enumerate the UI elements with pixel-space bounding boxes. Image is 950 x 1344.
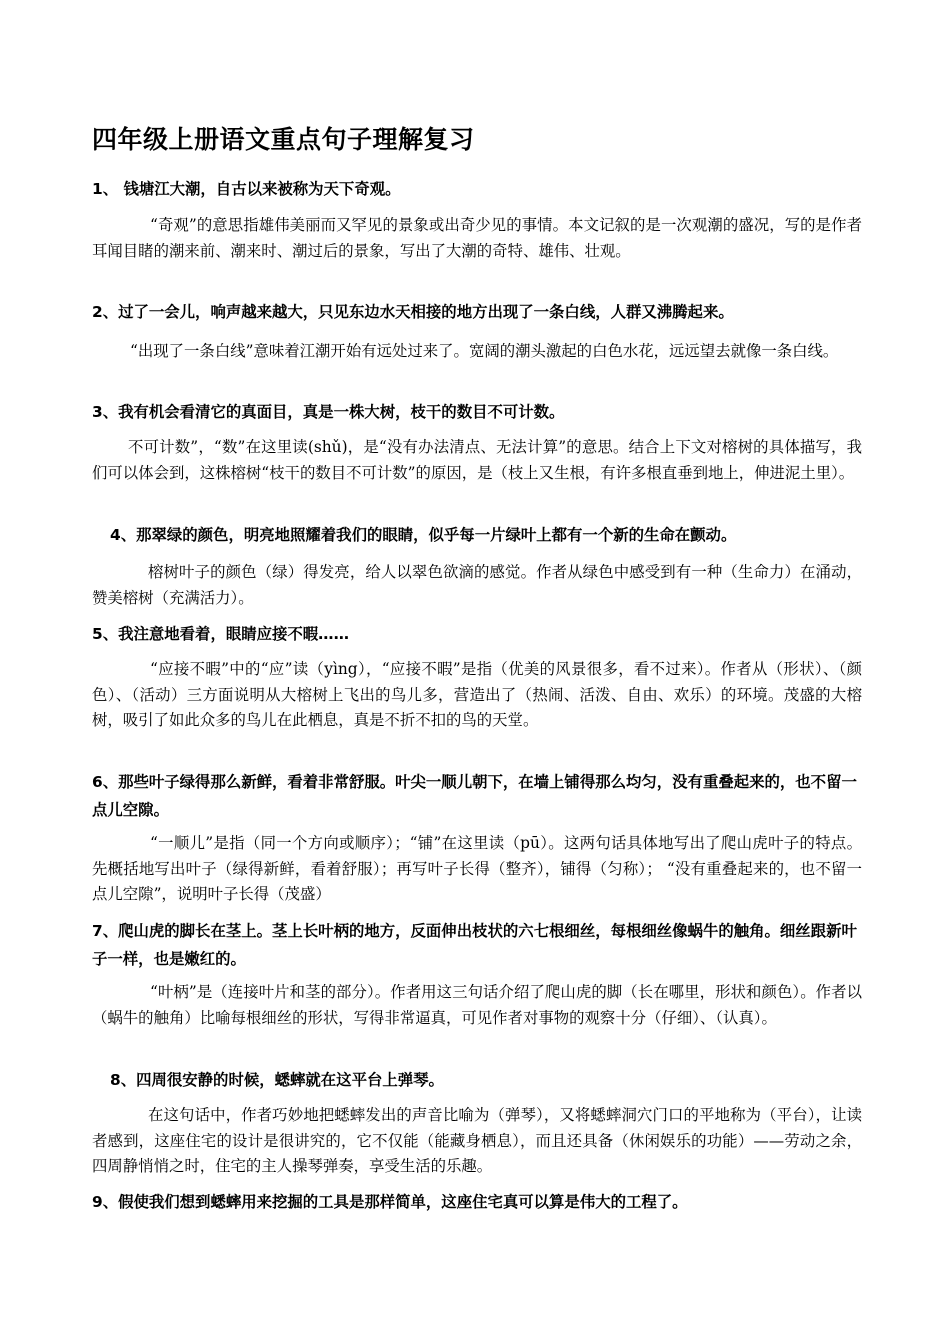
question-7: 7、爬山虎的脚长在茎上。茎上长叶柄的地方，反面伸出枝状的六七根细丝，每根细丝像蜗牛的触角。细丝跟新叶子一样，也是嫩红的。: [92, 922, 857, 968]
question-3: 3、我有机会看清它的真面目，真是一株大树，枝干的数目不可计数。: [92, 403, 565, 421]
question-6: 6、那些叶子绿得那么新鲜，看着非常舒服。叶尖一顺儿朝下，在墙上铺得那么均匀，没有重叠起来的，也不留一点儿空隙。: [92, 773, 857, 819]
answer-6: “一顺儿”是指（同一个方向或顺序）；“铺”在这里读（pū）。这两句话具体地写出了爬山虎叶子的特点。先概括地写出叶子（绿得新鲜，看着舒服）；再写叶子长得（整齐），铺得（匀称）； “没有重叠起来的，也不留一点儿空隙”，说明叶子长得（茂盛）: [92, 834, 862, 903]
question-5: 5、我注意地看着，眼睛应接不暇……: [92, 625, 349, 643]
question-4: 4、那翠绿的颜色，明亮地照耀着我们的眼睛，似乎每一片绿叶上都有一个新的生命在颤动。: [110, 526, 737, 544]
page-title: 四年级上册语文重点句子理解复习: [92, 125, 475, 154]
answer-8: 在这句话中，作者巧妙地把蟋蟀发出的声音比喻为（弹琴），又将蟋蟀洞穴门口的平地称为（平台），让读者感到，这座住宅的设计是很讲究的，它不仅能（能藏身栖息），而且还具备（休闲娱乐的功能）——劳动之余，四周静悄悄之时，住宅的主人操琴弹奏，享受生活的乐趣。: [92, 1106, 862, 1175]
question-2: 2、过了一会儿，响声越来越大，只见东边水天相接的地方出现了一条白线，人群又沸腾起来。: [92, 303, 734, 321]
answer-2: “出现了一条白线”意味着江潮开始有远处过来了。宽阔的潮头激起的白色水花，远远望去就像一条白线。: [130, 342, 839, 360]
question-1: 1、 钱塘江大潮，自古以来被称为天下奇观。: [92, 180, 401, 198]
answer-3: 不可计数”，“数”在这里读(shǔ)，是“没有办法清点、无法计算”的意思。结合上下文对榕树的具体描写，我们可以体会到，这株榕树“枝干的数目不可计数”的原因，是（枝上又生根，有许多根直垂到地上，伸进泥土里）。: [92, 438, 862, 482]
answer-1: “奇观”的意思指雄伟美丽而又罕见的景象或出奇少见的事情。本文记叙的是一次观潮的盛况，写的是作者耳闻目睹的潮来前、潮来时、潮过后的景象，写出了大潮的奇特、雄伟、壮观。: [92, 216, 862, 260]
question-9: 9、假使我们想到蟋蟀用来挖掘的工具是那样简单，这座住宅真可以算是伟大的工程了。: [92, 1193, 688, 1211]
question-8: 8、四周很安静的时候，蟋蟀就在这平台上弹琴。: [110, 1071, 444, 1089]
answer-5: “应接不暇”中的“应”读（yìng），“应接不暇”是指（优美的风景很多，看不过来）。作者从（形状）、（颜色）、（活动）三方面说明从大榕树上飞出的鸟儿多，营造出了（热闹、活泼、自由、欢乐）的环境。茂盛的大榕树，吸引了如此众多的鸟儿在此栖息，真是不折不扣的鸟的天堂。: [92, 660, 862, 729]
answer-7: “叶柄”是（连接叶片和茎的部分）。作者用这三句话介绍了爬山虎的脚（长在哪里，形状和颜色）。作者以（蜗牛的触角）比喻每根细丝的形状，写得非常逼真，可见作者对事物的观察十分（仔细）、（认真）。: [92, 983, 862, 1027]
answer-4: 榕树叶子的颜色（绿）得发亮，给人以翠色欲滴的感觉。作者从绿色中感受到有一种（生命力）在涌动，赞美榕树（充满活力）。: [92, 563, 862, 607]
